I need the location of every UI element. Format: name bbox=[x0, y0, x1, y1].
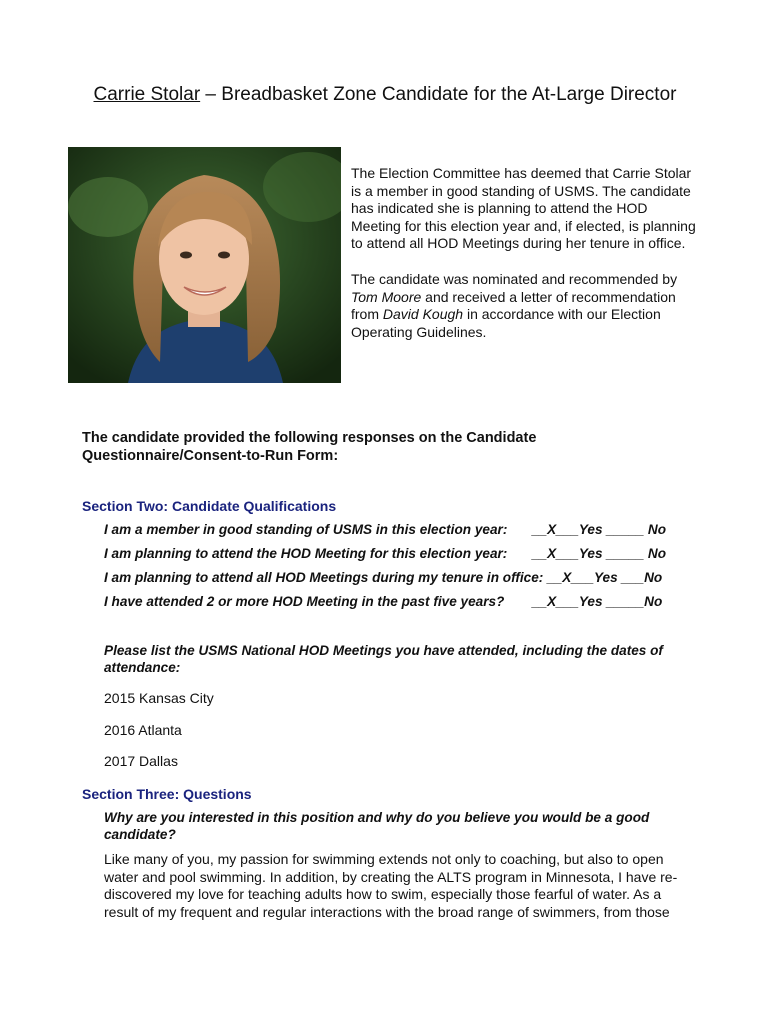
question-text: I am planning to attend the HOD Meeting for this election year: bbox=[104, 546, 508, 561]
qualification-question-3 bbox=[104, 570, 662, 585]
intro-paragraph-2 bbox=[351, 271, 696, 341]
page-title bbox=[0, 84, 770, 106]
meetings-prompt: Please list the USMS National HOD Meetings you have attended, including the dates of attendance: bbox=[104, 643, 663, 675]
intro-paragraph-1: The Election Committee has deemed that Carrie Stolar is a member in good standing of USMS. The candidate has indicated she is planning to attend the HOD Meeting for this election year and, if elected, is planning to attend all HOD Meetings during her tenure in office. bbox=[351, 165, 696, 252]
question-answer: __X___Yes _____ No bbox=[532, 522, 667, 537]
meeting-item: 2016 Atlanta bbox=[104, 722, 182, 738]
question-answer: __X___Yes ___No bbox=[547, 570, 663, 585]
question-text: I am a member in good standing of USMS in this election year: bbox=[104, 522, 508, 537]
intro-p2-start: The candidate was nominated and recommended by bbox=[351, 270, 678, 287]
title-rest: – Breadbasket Zone Candidate for the At-Large Director bbox=[200, 84, 677, 105]
meeting-item: 2017 Dallas bbox=[104, 753, 178, 769]
responses-heading: The candidate provided the following responses on the Candidate Questionnaire/Consent-to-Run Form: bbox=[82, 430, 537, 464]
qualification-question-2 bbox=[104, 546, 667, 561]
intro-text bbox=[351, 165, 696, 359]
candidate-photo bbox=[68, 147, 341, 383]
question-1: Why are you interested in this position and why do you believe you would be a good candidate? bbox=[104, 810, 650, 842]
question-answer: __X___Yes _____ No bbox=[532, 546, 667, 561]
qualification-question-4 bbox=[104, 594, 663, 609]
meeting-item: 2015 Kansas City bbox=[104, 690, 214, 706]
question-text: I have attended 2 or more HOD Meeting in the past five years? bbox=[104, 594, 505, 609]
recommender-name: David Kough bbox=[382, 306, 464, 323]
intro-p2-end: in accordance with our Election Operating Guidelines. bbox=[351, 306, 661, 340]
nominator-name: Tom Moore bbox=[351, 288, 422, 305]
candidate-name: Carrie Stolar bbox=[93, 84, 201, 105]
section-two-title: Section Two: Candidate Qualifications bbox=[82, 498, 337, 514]
qualification-question-1 bbox=[104, 522, 667, 537]
section-three-title: Section Three: Questions bbox=[82, 786, 252, 802]
intro-p2-mid: and received a letter of recommendation from bbox=[351, 288, 676, 323]
answer-1: Like many of you, my passion for swimming extends not only to coaching, but also to open water and pool swimming. In addition, by creating the ALTS program in Minnesota, I have re-discovered my love for teaching adults how to swim, especially those fearful of water. As a result of my frequent and regular interactions with the broad range of swimmers, from those bbox=[104, 851, 678, 920]
question-answer: __X___Yes _____No bbox=[532, 594, 663, 609]
question-text: I am planning to attend all HOD Meetings during my tenure in office: bbox=[104, 570, 548, 585]
